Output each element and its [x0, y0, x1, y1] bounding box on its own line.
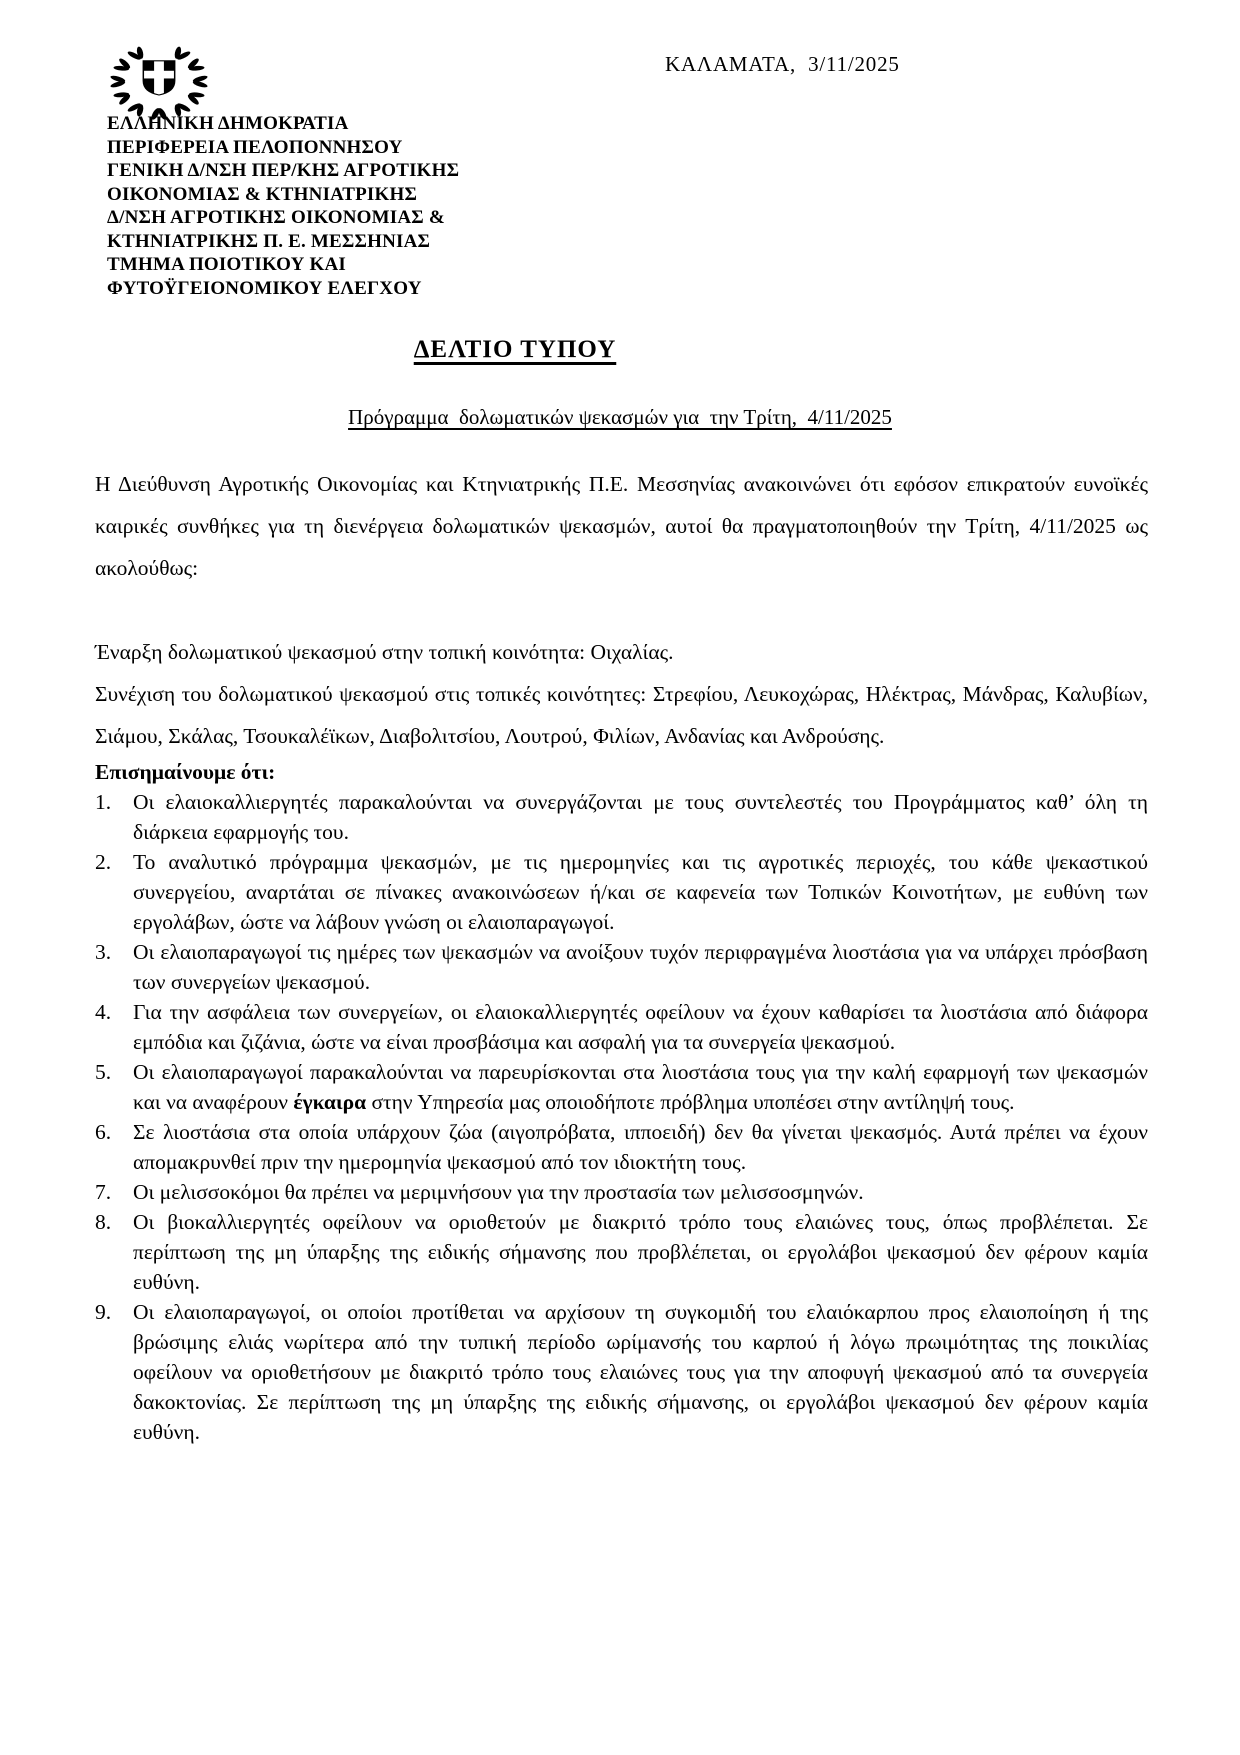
- title-row: [0, 336, 1030, 364]
- list-item-number: 2.: [95, 850, 112, 874]
- list-item: [95, 1057, 1148, 1117]
- agency-line: ΚΤΗΝΙΑΤΡΙΚΗΣ Π. Ε. ΜΕΣΣΗΝΙΑΣ: [107, 230, 431, 252]
- list-item: [95, 787, 1148, 847]
- note-text-pre: Οι ελαιοπαραγωγοί παρακαλούνται να παρευρίσκονται στα λιοστάσια τους για την καλή εφαρμογή των ψεκασμών και να αναφέρουν: [133, 1060, 1148, 1114]
- list-item: [95, 1177, 1148, 1207]
- agency-line: Δ/ΝΣΗ ΑΓΡΟΤΙΚΗΣ ΟΙΚΟΝΟΜΙΑΣ &: [107, 207, 445, 228]
- agency-line: ΟΙΚΟΝΟΜΙΑΣ & ΚΤΗΝΙΑΤΡΙΚΗΣ: [107, 183, 418, 205]
- document-body: [95, 463, 1148, 1447]
- list-item: [95, 1207, 1148, 1297]
- list-item: [95, 1297, 1148, 1447]
- list-item-text: [133, 937, 1148, 997]
- note-text-pre: Οι μελισσοκόμοι θα πρέπει να μεριμνήσουν για την προστασία των μελισσοσμηνών.: [133, 1180, 864, 1204]
- list-item-text: [133, 1177, 1148, 1207]
- agency-line: ΕΛΛΗΝΙΚΗ ΔΗΜΟΚΡΑΤΙΑ: [107, 113, 349, 134]
- greek-coat-of-arms-icon: [110, 40, 208, 120]
- list-item-text: [133, 787, 1148, 847]
- list-item-number: 4.: [95, 1000, 112, 1024]
- agency-line: ΤΜΗΜΑ ΠΟΙΟΤΙΚΟΥ ΚΑΙ: [107, 254, 346, 275]
- list-item-text: [133, 1117, 1148, 1177]
- note-text-pre: Οι ελαιοκαλλιεργητές παρακαλούνται να συνεργάζονται με τους συντελεστές του Προγράμματος καθ’ όλη τη διάρκεια εφαρμογής του.: [133, 790, 1148, 844]
- list-item-number: 9.: [95, 1300, 112, 1324]
- list-item-number: 5.: [95, 1060, 112, 1084]
- list-item-number: 8.: [95, 1210, 112, 1234]
- notes-list: [95, 787, 1148, 1447]
- note-text-pre: Οι βιοκαλλιεργητές οφείλουν να οριοθετούν με διακριτό τρόπο τους ελαιώνες τους, όπως προβλέπεται. Σε περίπτωση της μη ύπαρξης της ειδικής σήμανσης που προβλέπεται, οι εργολάβοι ψεκασμού δεν φέρουν καμία ευθύνη.: [133, 1210, 1148, 1294]
- list-item-text: [133, 1207, 1148, 1297]
- place-date: ΚΑΛΑΜΑΤΑ, 3/11/2025: [665, 52, 900, 76]
- list-item-number: 3.: [95, 940, 112, 964]
- note-text-pre: Το αναλυτικό πρόγραμμα ψεκασμών, με τις ημερομηνίες και τις αγροτικές περιοχές, του κάθε ψεκαστικού συνεργείου, αναρτάται σε πίνακες ανακοινώσεων ή/και σε καφενεία των Τοπικών Κοινοτήτων, με ευθύνη των εργολάβων, ώστε να λάβουν γνώση οι ελαιοπαραγωγοί.: [133, 850, 1148, 934]
- list-item-text: [133, 1297, 1148, 1447]
- agency-line: ΠΕΡΙΦΕΡΕΙΑ ΠΕΛΟΠΟΝΝΗΣΟΥ: [107, 136, 403, 158]
- list-item-number: 1.: [95, 790, 112, 814]
- note-text-post: στην Υπηρεσία μας οποιοδήποτε πρόβλημα υποπέσει στην αντίληψή τους.: [366, 1090, 1015, 1114]
- note-text-pre: Σε λιοστάσια στα οποία υπάρχουν ζώα (αιγοπρόβατα, ιπποειδή) δεν θα γίνεται ψεκασμός. Αυτά πρέπει να έχουν απομακρυνθεί πριν την ημερομηνία ψεκασμού από τον ιδιοκτήτη τους.: [133, 1120, 1148, 1174]
- list-item: [95, 937, 1148, 997]
- intro-paragraph: Η Διεύθυνση Αγροτικής Οικονομίας και Κτηνιατρικής Π.Ε. Μεσσηνίας ανακοινώνει ότι εφόσον επικρατούν ευνοϊκές καιρικές συνθήκες για τη διενέργεια δολωματικών ψεκασμών, αυτοί θα πραγματοποιηθούν την Τρίτη, 4/11/2025 ως ακολούθως:: [95, 472, 1148, 580]
- agency-header-block: [107, 112, 459, 300]
- spray-start-paragraph: Έναρξη δολωματικού ψεκασμού στην τοπική κοινότητα: Οιχαλίας.: [95, 640, 674, 664]
- notes-heading: Επισημαίνουμε ότι:: [95, 760, 276, 784]
- list-item-number: 7.: [95, 1180, 112, 1204]
- page-subtitle: Πρόγραμμα δολωματικών ψεκασμών για την Τρίτη, 4/11/2025: [348, 405, 892, 429]
- list-item: [95, 847, 1148, 937]
- subtitle-row: [0, 405, 1240, 430]
- list-item-text: [133, 847, 1148, 937]
- list-item: [95, 997, 1148, 1057]
- list-item: [95, 1117, 1148, 1177]
- spray-continuation-paragraph: Συνέχιση του δολωματικού ψεκασμού στις τοπικές κοινότητες: Στρεφίου, Λευκοχώρας, Ηλέκτρας, Μάνδρας, Καλυβίων, Σιάμου, Σκάλας, Τσουκαλέϊκων, Διαβολιτσίου, Λουτρού, Φιλίων, Ανδανίας και Ανδρούσης.: [95, 682, 1148, 748]
- page-title: ΔΕΛΤΙΟ ΤΥΠΟΥ: [413, 336, 617, 363]
- agency-line: ΓΕΝΙΚΗ Δ/ΝΣΗ ΠΕΡ/ΚΗΣ ΑΓΡΟΤΙΚΗΣ: [107, 160, 460, 181]
- locations-block: [95, 631, 1148, 757]
- list-item-text: [133, 1057, 1148, 1117]
- list-item-number: 6.: [95, 1120, 112, 1144]
- note-text-bold: έγκαιρα: [293, 1090, 367, 1114]
- note-text-pre: Οι ελαιοπαραγωγοί, οι οποίοι προτίθεται να αρχίσουν τη συγκομιδή του ελαιόκαρπου προς ελαιοποίηση ή της βρώσιμης ελιάς νωρίτερα από την τυπική περίοδο ωρίμανσής του καρπού ή λόγω πρωιμότητας της ποικιλίας οφείλουν να οριοθετήσουν με διακριτό τρόπο τους ελαιώνες τους για την αποφυγή ψεκασμού από τα συνεργεία δακοκτονίας. Σε περίπτωση της μη ύπαρξης της ειδικής σήμανσης, οι εργολάβοι ψεκασμού δεν φέρουν καμία ευθύνη.: [133, 1300, 1148, 1444]
- agency-line: ΦΥΤΟΫΓΕΙΟΝΟΜΙΚΟΥ ΕΛΕΓΧΟΥ: [107, 277, 422, 299]
- note-text-pre: Οι ελαιοπαραγωγοί τις ημέρες των ψεκασμών να ανοίξουν τυχόν περιφραγμένα λιοστάσια για να υπάρχει πρόσβαση των συνεργείων ψεκασμού.: [133, 940, 1148, 994]
- note-text-pre: Για την ασφάλεια των συνεργείων, οι ελαιοκαλλιεργητές οφείλουν να έχουν καθαρίσει τα λιοστάσια από διάφορα εμπόδια και ζιζάνια, ώστε να είναι προσβάσιμα και ασφαλή για τα συνεργεία ψεκασμού.: [133, 1000, 1148, 1054]
- list-item-text: [133, 997, 1148, 1057]
